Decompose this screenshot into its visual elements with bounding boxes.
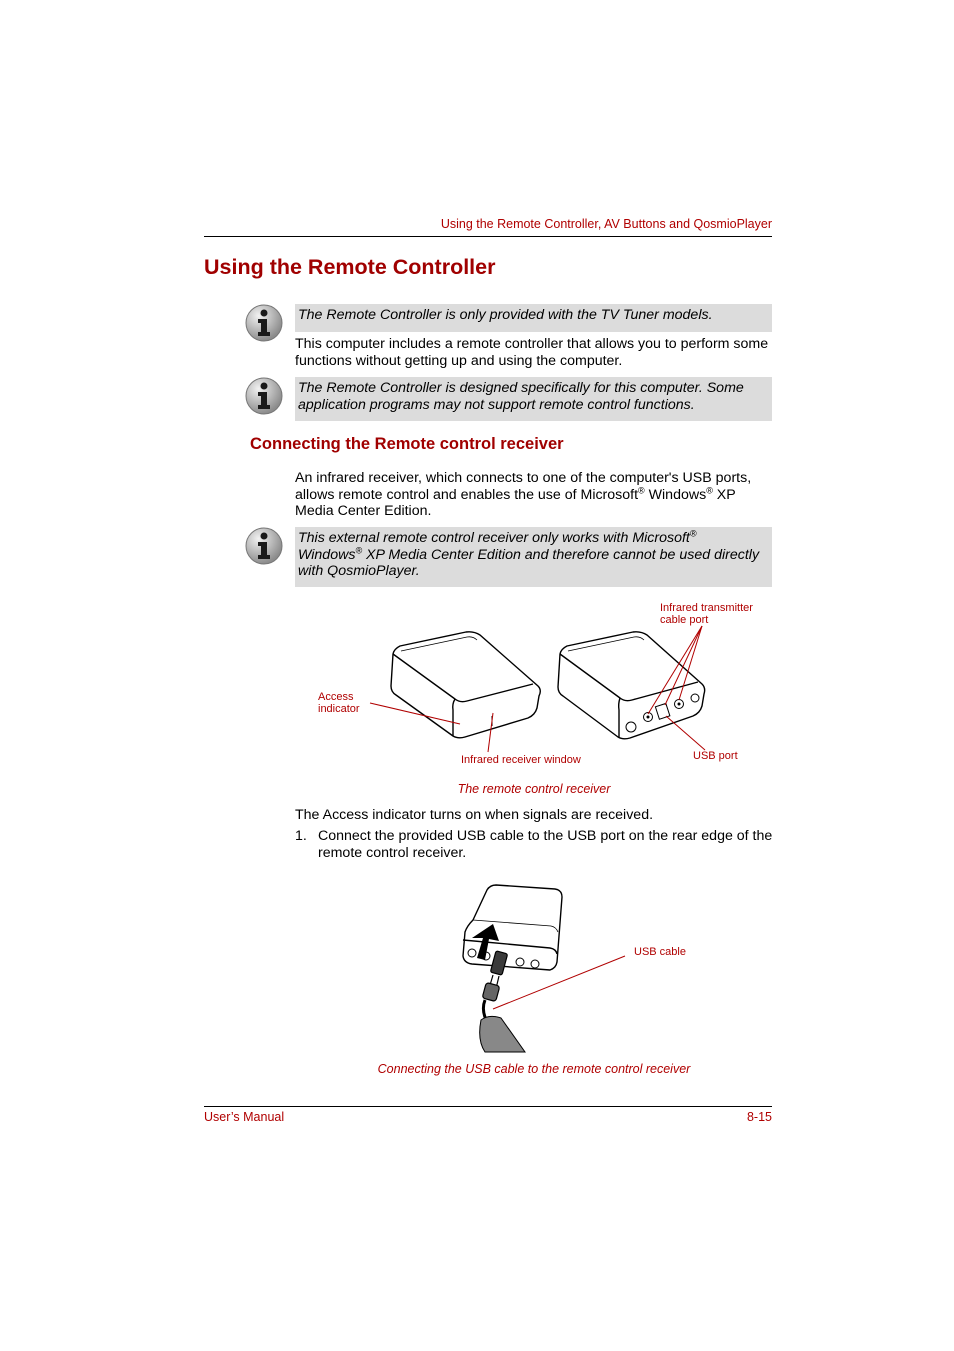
receiver-paragraph: An infrared receiver, which connects to one of the computer's USB ports, allows remote control and enables the use of Microsoft® Windows® XP Media Center Edition. (295, 470, 752, 519)
note-box: The Remote Controller is only provided with the TV Tuner models. (295, 304, 772, 332)
infrared-transmitter-label: Infrared transmitter cable port (660, 602, 753, 626)
footer-manual-title: User’s Manual (204, 1110, 285, 1124)
figure-caption: Connecting the USB cable to the remote control receiver (377, 1062, 691, 1076)
usb-cable-label: USB cable (634, 946, 686, 958)
note-box: The Remote Controller is designed specifically for this computer. Some application programs may not support remote control functions. (295, 377, 772, 421)
infrared-window-label: Infrared receiver window (461, 754, 581, 766)
info-icon (244, 376, 284, 416)
usb-connection-illustration (455, 880, 705, 1055)
access-paragraph: The Access indicator turns on when signals are received. (295, 807, 654, 823)
access-indicator-label: Access indicator (318, 691, 360, 715)
figure-caption: The remote control receiver (457, 782, 611, 796)
receiver-illustration (290, 600, 780, 775)
intro-paragraph: This computer includes a remote controller that allows you to perform some functions without getting up and using the computer. (295, 336, 769, 369)
step-number: 1. (295, 828, 307, 844)
section-heading: Connecting the Remote control receiver (250, 435, 564, 453)
info-icon (244, 303, 284, 343)
running-header: Using the Remote Controller, AV Buttons and QosmioPlayer (440, 217, 772, 231)
footer-rule (204, 1106, 772, 1107)
note-box: This external remote control receiver only works with Microsoft® Windows® XP Media Center Edition and therefore cannot be used directly with QosmioPlayer. (295, 527, 772, 587)
step-text: Connect the provided USB cable to the USB port on the rear edge of the remote control receiver. (318, 828, 773, 861)
header-rule (204, 236, 772, 237)
usb-port-label: USB port (693, 750, 738, 762)
info-icon (244, 526, 284, 566)
page-number: 8-15 (746, 1110, 772, 1124)
page-title: Using the Remote Controller (204, 255, 496, 279)
